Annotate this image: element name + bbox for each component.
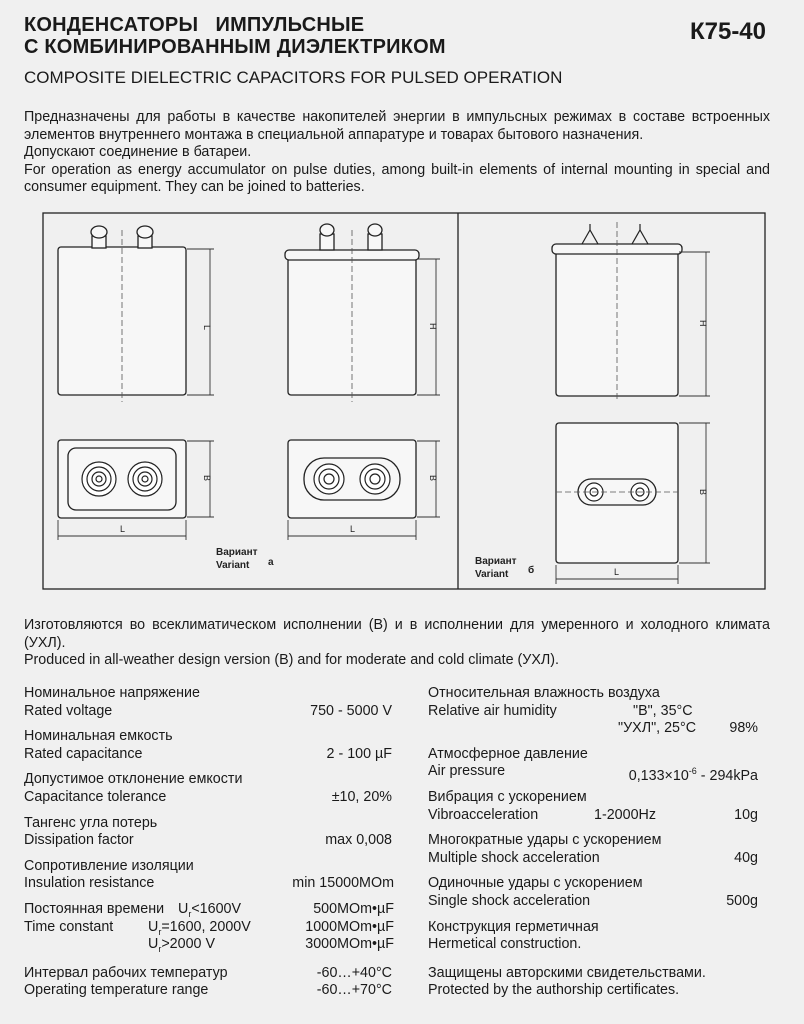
param-ms-ru: Многократные удары с ускорением xyxy=(428,832,662,849)
variant-a-en: Variant xyxy=(216,560,250,571)
param-single-shock xyxy=(428,875,758,910)
climate-ru: Изготовляются во всеклиматическом исполнении (В) и в исполнении для умеренного и холодного климата (УХЛ). xyxy=(24,617,770,651)
param-hum-b: "В", 35°C xyxy=(633,702,693,719)
product-code: К75-40 xyxy=(689,18,766,45)
param-pressure xyxy=(428,745,758,785)
param-tol-ru: Допустимое отклонение емкости xyxy=(24,771,243,788)
param-tc-value3: 3000MOm•µF xyxy=(305,936,394,953)
capacitor-b-side xyxy=(552,244,682,396)
climate-en: Produced in all-weather design version (В) and for moderate and cold climate (УХЛ). xyxy=(24,652,559,669)
param-ss-ru: Одиночные удары с ускорением xyxy=(428,875,643,892)
param-df-ru: Тангенс угла потерь xyxy=(24,814,158,831)
param-tc-cond1: $U_r<1600V$ xyxy=(178,900,242,919)
param-multiple-shock xyxy=(428,832,758,867)
param-ir-en: Insulation resistance xyxy=(24,875,155,892)
param-vib-ru: Вибрация с ускорением xyxy=(428,788,587,805)
title-en: COMPOSITE DIELECTRIC CAPACITORS FOR PULSED OPERATION xyxy=(24,68,563,87)
variant-a-letter: а xyxy=(268,557,274,568)
intro-en: For operation as energy accumulator on pulse duties, among built-in elements of internal mounting in special and consumer equipment. They can be joined to batteries. xyxy=(24,161,770,196)
param-tc-ru: Постоянная времени xyxy=(24,900,165,917)
param-tc-en: Time constant xyxy=(24,918,114,935)
param-df-en: Dissipation factor xyxy=(24,832,134,849)
param-tc-value1: 500MOm•µF xyxy=(313,900,394,917)
climate-text xyxy=(24,617,770,670)
param-herm-en: Hermetical construction. xyxy=(428,936,582,953)
variant-b-ru: Вариант xyxy=(475,556,517,567)
param-ss-en: Single shock acceleration xyxy=(428,892,591,909)
dim-label-H-b: H xyxy=(698,320,708,327)
param-press-en: Air pressure xyxy=(428,763,506,780)
technical-drawings xyxy=(42,212,766,590)
param-temperature xyxy=(24,965,394,1000)
param-cap-ru: Номинальная емкость xyxy=(24,728,173,745)
param-auth-en: Protected by the authorship certificates. xyxy=(428,982,680,999)
param-temp-value2: -60…+70°C xyxy=(316,982,392,999)
dim-label-B-a1: B xyxy=(202,475,212,482)
param-temp-en: Operating temperature range xyxy=(24,982,209,999)
param-cap-value: 2 - 100 µF xyxy=(326,745,392,762)
param-tc-value2: 1000MOm•µF xyxy=(305,918,394,935)
variant-a-ru: Вариант xyxy=(216,547,258,558)
param-ir-ru: Сопротивление изоляции xyxy=(24,857,194,874)
variant-b-en: Variant xyxy=(475,569,509,580)
param-ir-value: min 15000MOm xyxy=(292,875,394,892)
param-humidity xyxy=(428,685,758,738)
dim-label-L-a1: L xyxy=(202,325,212,331)
intro-text xyxy=(24,109,770,197)
param-tc-cond2: $U_r=1600$, 2000V xyxy=(148,918,251,937)
param-voltage-ru: Номинальное напряжение xyxy=(24,685,200,701)
param-dissipation xyxy=(24,815,394,850)
param-temp-value1: -60…+40°C xyxy=(316,964,392,981)
param-insulation xyxy=(24,858,394,893)
param-herm-ru: Конструкция герметичная xyxy=(428,918,599,935)
param-tol-en: Capacitance tolerance xyxy=(24,788,167,805)
title-ru xyxy=(24,14,446,58)
param-ss-value: 500g xyxy=(726,892,758,909)
params-left xyxy=(24,685,394,1008)
dim-label-L-b: L xyxy=(614,567,620,577)
title-ru-line1: КОНДЕНСАТОРЫ ИМПУЛЬСНЫЕ xyxy=(24,14,365,36)
param-tc-cond3: $U_r>2000$ V xyxy=(148,936,215,954)
intro-ru-2: Допускают соединение в батареи. xyxy=(24,144,252,161)
param-temp-ru: Интервал рабочих температур xyxy=(24,964,228,981)
param-time-constant xyxy=(24,901,394,954)
dim-label-B-a2: B xyxy=(428,475,438,482)
param-hum-en: Relative air humidity xyxy=(428,702,557,719)
capacitor-a2-top xyxy=(288,440,416,518)
param-capacitance xyxy=(24,728,394,763)
dim-label-H-a2: H xyxy=(428,323,438,330)
param-hum-uhl: "УХЛ", 25°C xyxy=(618,720,697,737)
param-press-ru: Атмосферное давление xyxy=(428,745,588,762)
param-cap-en: Rated capacitance xyxy=(24,745,143,762)
param-auth-ru: Защищены авторскими свидетельствами. xyxy=(428,964,706,981)
capacitor-b-top xyxy=(556,423,678,563)
param-hum-ru: Относительная влажность воздуха xyxy=(428,685,660,701)
param-vib-value: 10g xyxy=(734,806,758,823)
param-vib-freq: 1-2000Hz xyxy=(594,806,656,823)
intro-ru-1: Предназначены для работы в качестве накопителей энергии в импульсных режимах в составе встроенных элементов внутреннего монтажа в специальной аппаратуре и товарах бытового назначения. xyxy=(24,109,770,143)
param-df-value: max 0,008 xyxy=(325,832,392,849)
param-voltage xyxy=(24,685,394,720)
param-hum-value: 98% xyxy=(729,720,758,737)
params-right xyxy=(428,685,758,1008)
param-authorship xyxy=(428,965,758,1000)
param-voltage-value: 750 - 5000 V xyxy=(310,702,392,719)
dim-label-L-a2-top: L xyxy=(350,524,356,534)
dim-label-B-b: B xyxy=(698,489,708,496)
param-ms-value: 40g xyxy=(734,849,758,866)
dim-label-L-a1-top: L xyxy=(120,524,126,534)
param-tolerance xyxy=(24,771,394,806)
param-press-value: $0,133\times 10^{-6} - 294kPa$ xyxy=(628,766,758,785)
param-vib-en: Vibroacceleration xyxy=(428,806,539,823)
param-voltage-en: Rated voltage xyxy=(24,702,113,719)
param-tol-value: ±10, 20% xyxy=(331,788,392,805)
param-vibration xyxy=(428,789,758,824)
capacitor-a1-top xyxy=(58,440,186,518)
param-ms-en: Multiple shock acceleration xyxy=(428,849,600,866)
title-ru-line2: С КОМБИНИРОВАННЫМ ДИЭЛЕКТРИКОМ xyxy=(24,36,446,58)
variant-b-letter: б xyxy=(528,565,535,576)
param-hermetic xyxy=(428,919,758,954)
